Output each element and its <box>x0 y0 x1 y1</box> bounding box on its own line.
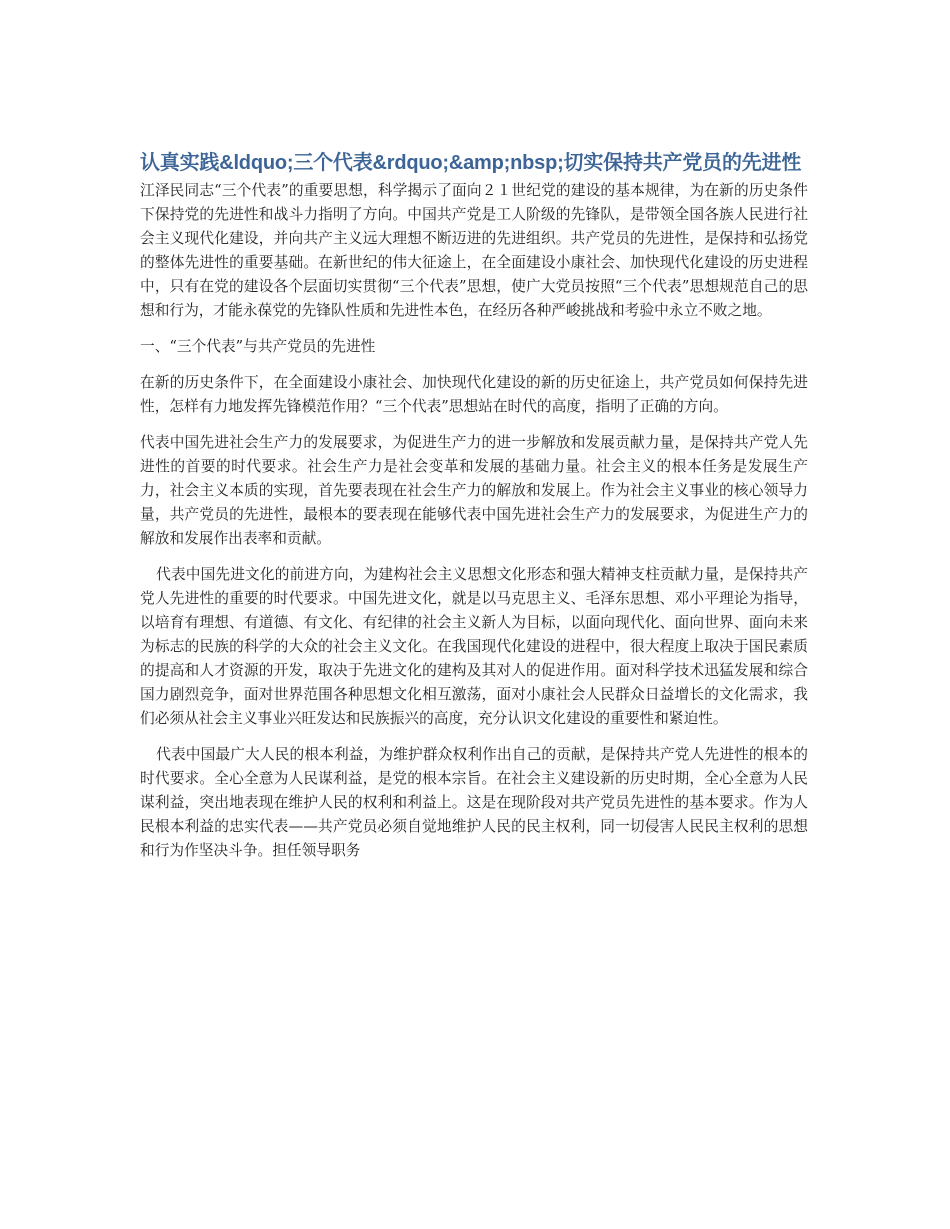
body-paragraph: 代表中国最广大人民的根本利益，为维护群众权利作出自己的贡献，是保持共产党人先进性的根本的时代要求。全心全意为人民谋利益，是党的根本宗旨。在社会主义建设新的历史时期，全心全意为人民谋利益，突出地表现在维护人民的权利和利益上。这是在现阶段对共产党员先进性的基本要求。作为人民根本利益的忠实代表——共产党员必须自觉地维护人民的民主权利，同一切侵害人民民主权利的思想和行为作坚决斗争。担任领导职务 <box>140 746 808 859</box>
body-paragraph: 在新的历史条件下，在全面建设小康社会、加快现代化建设的新的历史征途上，共产党员如何保持先进性，怎样有力地发挥先锋模范作用？“三个代表”思想站在时代的高度，指明了正确的方向。 <box>140 374 808 415</box>
section-heading: 一、“三个代表”与共产党员的先进性 <box>140 338 376 355</box>
intro-paragraph: 江泽民同志“三个代表”的重要思想，科学揭示了面向２１世纪党的建设的基本规律，为在新的历史条件下保持党的先进性和战斗力指明了方向。中国共产党是工人阶级的先锋队，是带领全国各族人民进行社会主义现代化建设，并向共产主义远大理想不断迈进的先进组织。共产党员的先进性，是保持和弘扬党的整体先进性的重要基础。在新世纪的伟大征途上，在全面建设小康社会、加快现代化建设的历史进程中，只有在党的建设各个层面切实贯彻“三个代表”思想，使广大党员按照“三个代表”思想规范自己的思想和行为，才能永葆党的先锋队性质和先进性本色，在经历各种严峻挑战和考验中永立不败之地。 <box>140 182 808 319</box>
body-paragraph: 代表中国先进文化的前进方向，为建构社会主义思想文化形态和强大精神支柱贡献力量，是保持共产党人先进性的重要的时代要求。中国先进文化，就是以马克思主义、毛泽东思想、邓小平理论为指导，以培育有理想、有道德、有文化、有纪律的社会主义新人为目标，以面向现代化、面向世界、面向未来为标志的民族的科学的大众的社会主义文化。在我国现代化建设的进程中，很大程度上取决于国民素质的提高和人才资源的开发，取决于先进文化的建构及其对人的促进作用。面对科学技术迅猛发展和综合国力剧烈竞争，面对世界范围各种思想文化相互激荡，面对小康社会人民群众日益增长的文化需求，我们必须从社会主义事业兴旺发达和民族振兴的高度，充分认识文化建设的重要性和紧迫性。 <box>140 566 808 727</box>
document-page <box>140 148 808 875</box>
document-title: 认真实践&ldquo;三个代表&rdquo;&amp;nbsp;切实保持共产党员的先进性 <box>140 152 802 174</box>
body-paragraph: 代表中国先进社会生产力的发展要求，为促进生产力的进一步解放和发展贡献力量，是保持共产党人先进性的首要的时代要求。社会生产力是社会变革和发展的基础力量。社会主义的根本任务是发展生产力，社会主义本质的实现，首先要表现在社会生产力的解放和发展上。作为社会主义事业的核心领导力量，共产党员的先进性，最根本的要表现在能够代表中国先进社会生产力的发展要求，为促进生产力的解放和发展作出表率和贡献。 <box>140 434 808 547</box>
